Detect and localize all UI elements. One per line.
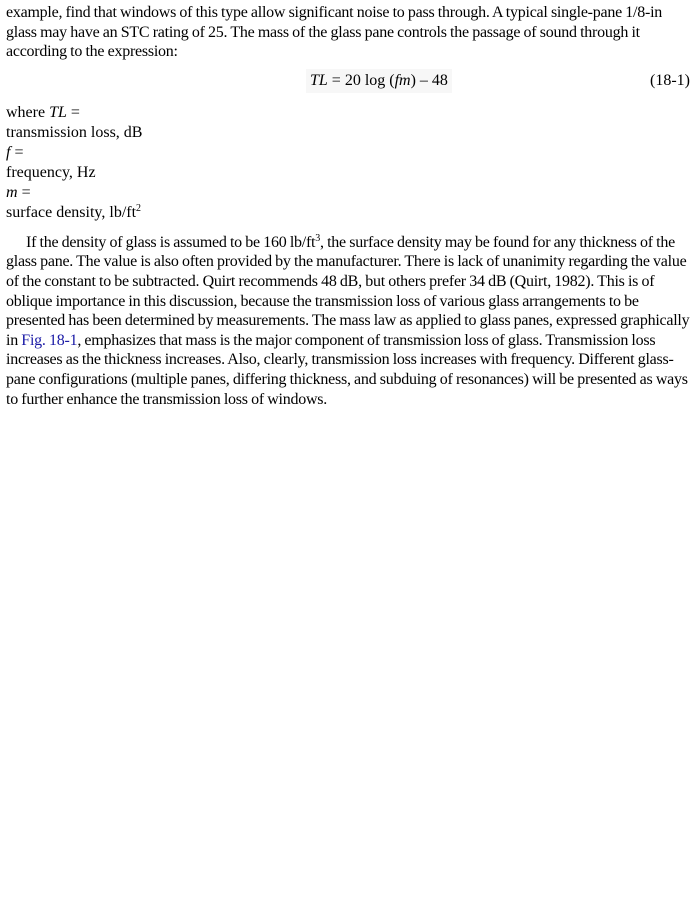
tl-equals: = <box>66 103 80 121</box>
equation-number: (18-1) <box>650 71 690 89</box>
f-symbol: f <box>6 143 11 161</box>
figure-18-1-link[interactable]: Fig. 18-1 <box>21 331 78 349</box>
definition-tl-label <box>6 103 690 123</box>
document-page <box>6 3 690 409</box>
body-part-3: , emphasizes that mass is the major component of transmission loss of glass. Transmission loss increases as the thickness increases. Also, clearly, transmission loss increases with frequency. Different glass-pane configurations (multiple panes, differing thickness, and subduing of resonances) will be presented as ways to further enhance the transmission loss of windows. <box>6 331 688 408</box>
m-equals: = <box>17 183 31 201</box>
m-desc-superscript: 2 <box>136 202 142 214</box>
definition-m-desc <box>6 203 690 223</box>
definition-f-desc: frequency, Hz <box>6 163 96 181</box>
definition-m-label <box>6 183 690 203</box>
definition-f-label <box>6 143 690 163</box>
definition-tl-desc: transmission loss, dB <box>6 123 143 141</box>
m-symbol: m <box>6 183 18 201</box>
equation-middle: = 20 log ( <box>327 71 395 89</box>
equation-variable: fm <box>394 71 411 89</box>
body-paragraph <box>6 233 690 409</box>
equation-row <box>6 69 690 95</box>
body-part-2: , the surface density may be found for any thickness of the glass pane. The value is also often provided by the manufacturer. There is lack of unanimity regarding the value of the constant to be subtracted. Quirt recommends 48 dB, but others prefer 34 dB (Quirt, 1982). This is of oblique importance in this discussion, because the transmission loss of various glass arrangements to be presented has been determined by measurements. The mass law as applied to glass panes, expressed graphically in <box>6 233 690 349</box>
body-superscript: 3 <box>315 232 320 244</box>
equation-rhs: ) – 48 <box>410 71 448 89</box>
tl-symbol: TL <box>49 103 67 121</box>
body-part-1: If the density of glass is assumed to be 160 lb/ft <box>26 233 316 251</box>
equation-lhs: TL <box>310 71 328 89</box>
where-word: where <box>6 103 50 121</box>
f-equals: = <box>10 143 24 161</box>
equation-18-1 <box>306 69 452 93</box>
m-desc-text: surface density, lb/ft <box>6 203 137 221</box>
variable-definitions <box>6 103 690 223</box>
intro-paragraph: example, find that windows of this type allow significant noise to pass through. A typical single-pane 1/8-in glass may have an STC rating of 25. The mass of the glass pane controls the passage of sound through it according to the expression: <box>6 4 663 61</box>
